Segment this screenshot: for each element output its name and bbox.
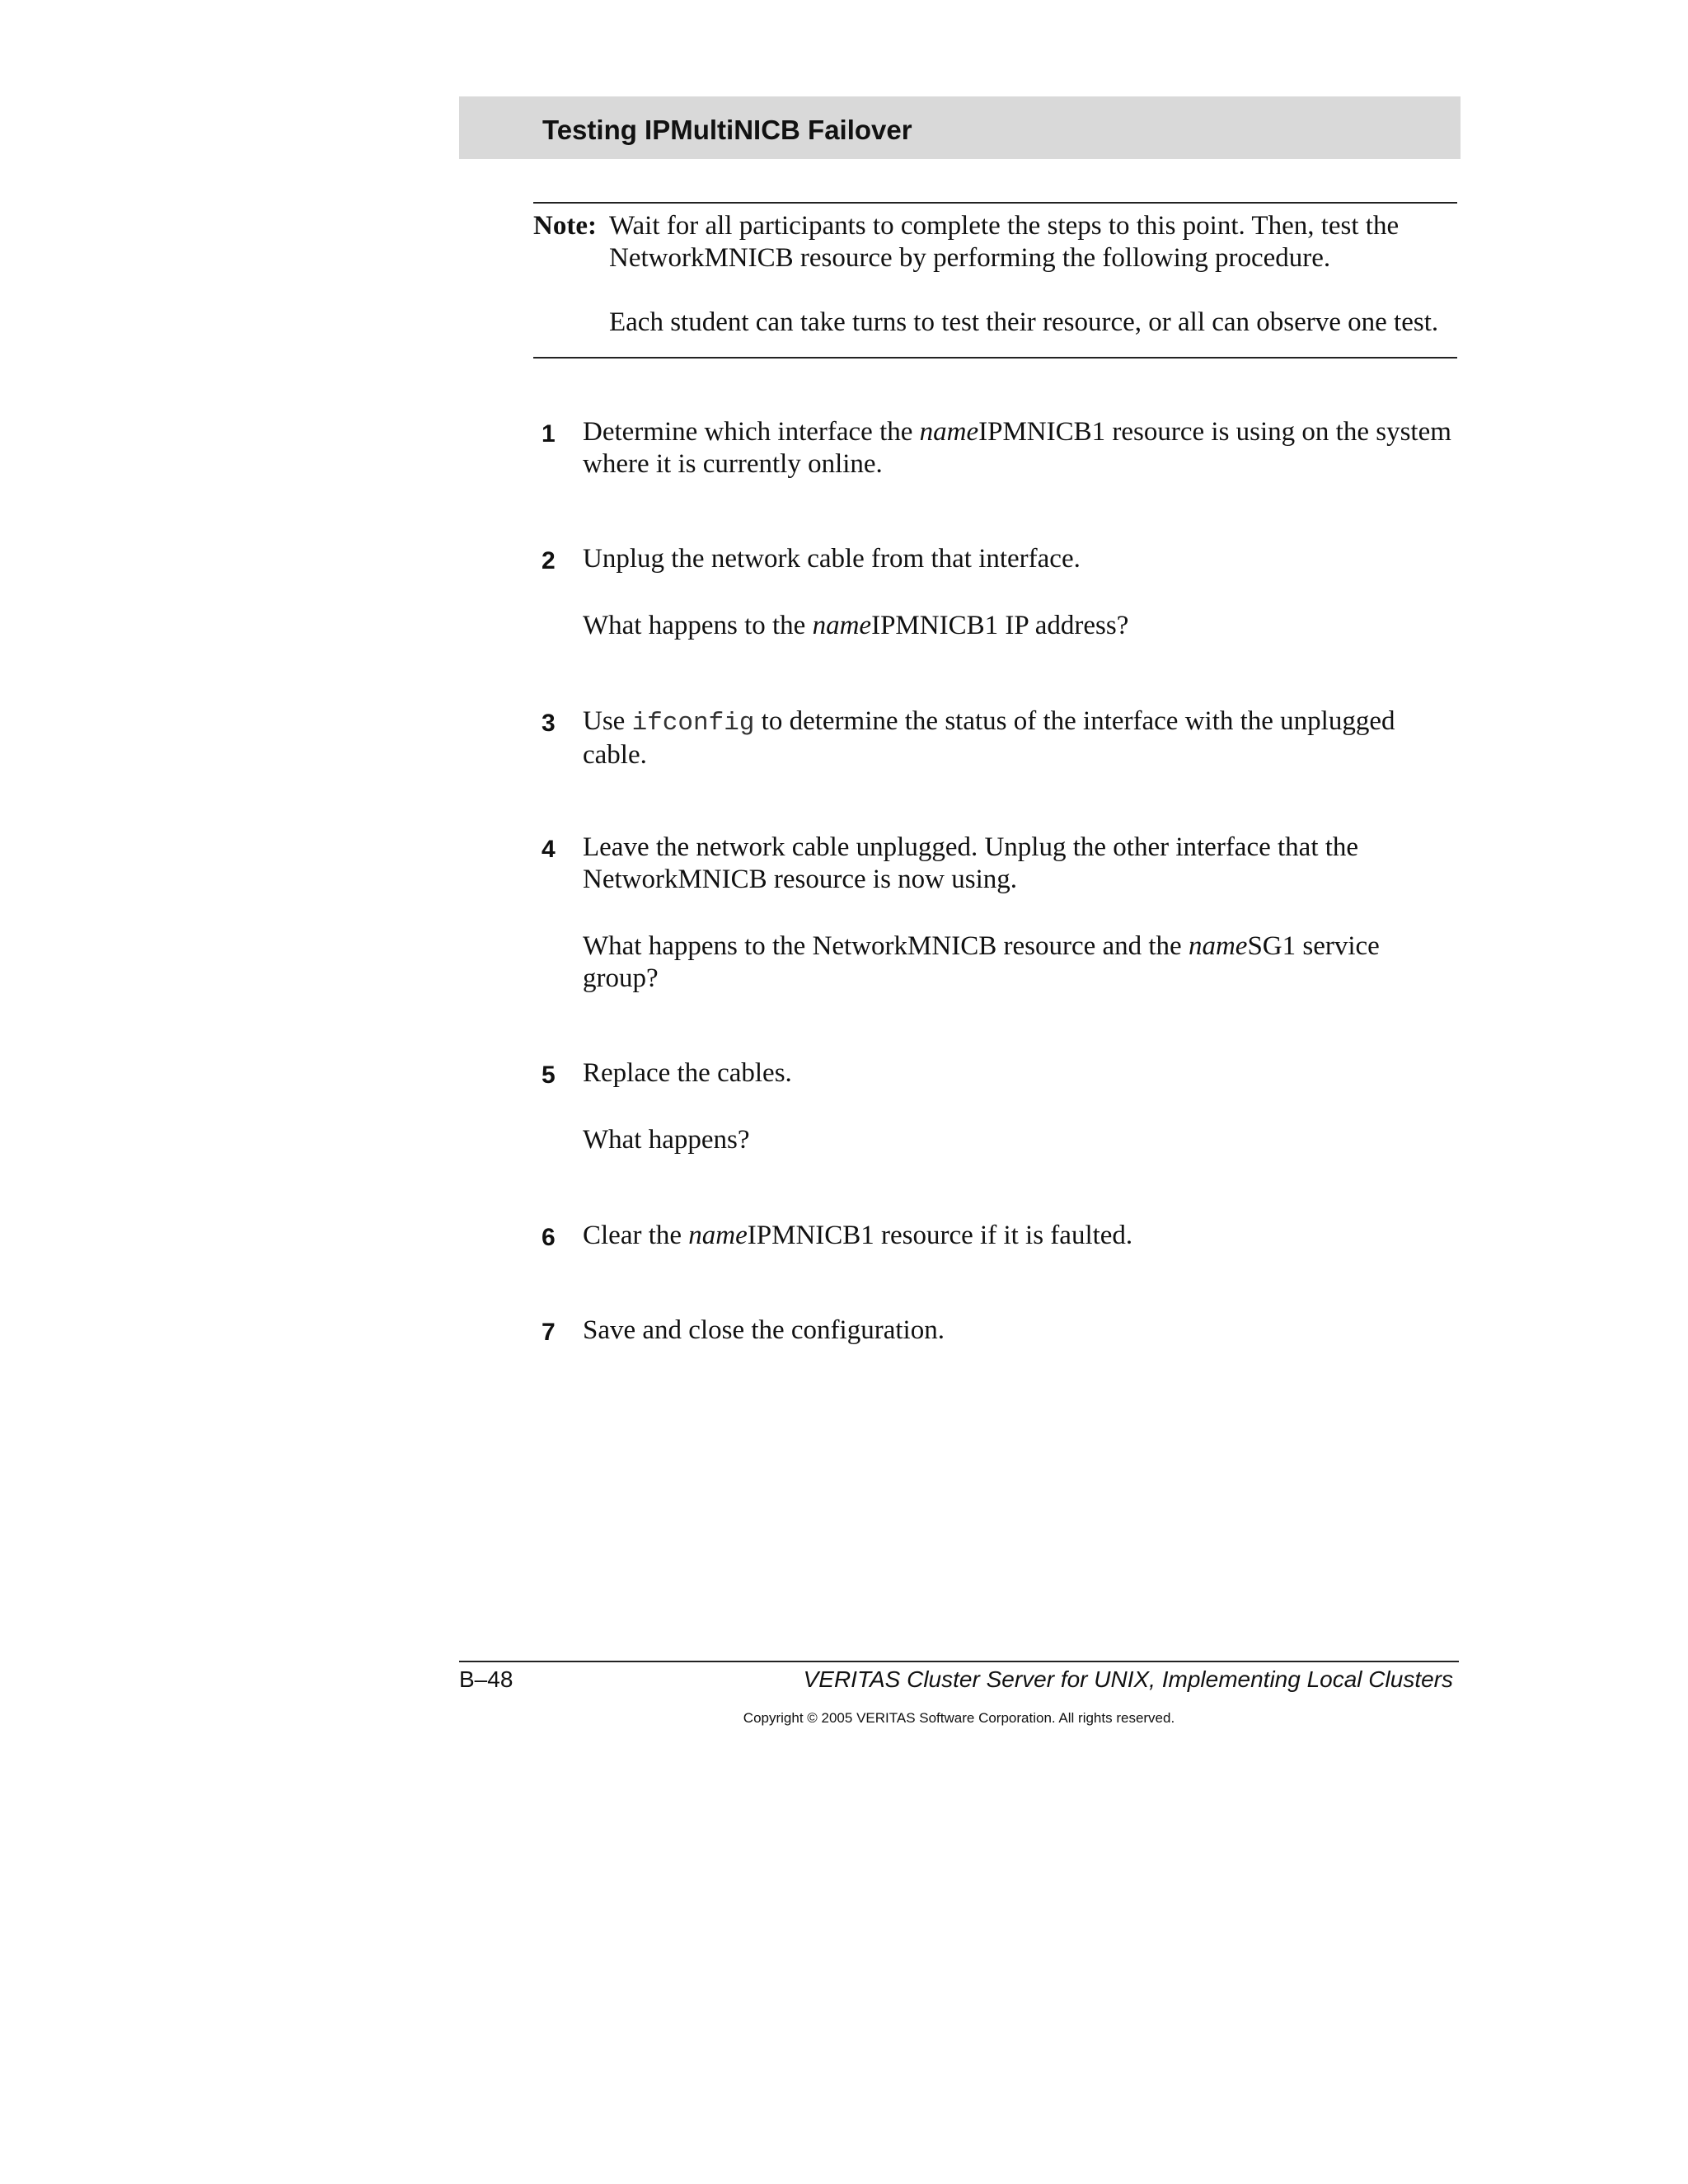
step-text	[583, 1220, 1461, 1252]
step-number: 5	[542, 1062, 556, 1089]
step-number: 1	[542, 420, 556, 448]
command-code: ifconfig	[631, 709, 755, 738]
note-paragraph-2: Each student can take turns to test their resource, or all can observe one test.	[609, 307, 1439, 337]
step-text-segment: Determine which interface the	[583, 417, 920, 447]
copyright-notice: Copyright © 2005 VERITAS Software Corporation. All rights reserved.	[743, 1710, 1175, 1726]
step-text-segment: to determine the status of the interface with the unplugged cable.	[583, 706, 1395, 770]
step-instruction: Save and close the configuration.	[583, 1315, 945, 1345]
step-text-segment: What happens to the	[583, 611, 813, 640]
step-number: 3	[542, 710, 556, 737]
step-question: What happens?	[583, 1125, 750, 1155]
step-number: 6	[542, 1224, 556, 1251]
step-number: 7	[542, 1319, 556, 1346]
step-text-segment: IPMNICB1 resource if it is faulted.	[747, 1221, 1133, 1250]
step-text-italic: name	[1188, 931, 1248, 961]
step-number: 4	[542, 836, 556, 863]
step-text	[583, 832, 1461, 995]
note-text	[609, 210, 1458, 339]
step-text-italic: name	[688, 1221, 748, 1250]
step-question	[583, 930, 1461, 995]
step-text-segment: IPMNICB1 IP address?	[871, 611, 1129, 640]
footer-divider	[459, 1661, 1459, 1662]
step-text-segment: Clear the	[583, 1221, 689, 1250]
step-number: 2	[542, 547, 556, 574]
step-text	[583, 1315, 1461, 1347]
step-instruction	[583, 1220, 1461, 1252]
step-text	[583, 705, 1461, 771]
page-number: B–48	[459, 1666, 513, 1692]
step-text	[583, 543, 1461, 642]
step-text-segment: What happens to the NetworkMNICB resource and the	[583, 931, 1189, 961]
step-text	[583, 416, 1461, 480]
step-instruction: Replace the cables.	[583, 1058, 792, 1088]
section-title: Testing IPMultiNICB Failover	[542, 115, 912, 145]
step-text-italic: name	[919, 417, 979, 447]
step-instruction: Leave the network cable unplugged. Unplug the other interface that the NetworkMNICB resource is now using.	[583, 832, 1359, 894]
step-text-segment: Use	[583, 706, 632, 736]
step-instruction	[583, 705, 1461, 771]
step-text	[583, 1057, 1461, 1156]
book-title: VERITAS Cluster Server for UNIX, Implementing Local Clusters	[803, 1666, 1453, 1692]
step-text-segment: IPMNICB1 resource is using on the system where it is currently online.	[583, 417, 1451, 479]
step-question	[583, 610, 1461, 642]
note-paragraph-1: Wait for all participants to complete the steps to this point. Then, test the NetworkMNICB resource by performing the following procedure.	[609, 211, 1400, 273]
note-label: Note:	[533, 211, 597, 241]
section-header-band	[459, 96, 1461, 159]
step-instruction: Unplug the network cable from that interface.	[583, 544, 1081, 574]
note-box	[533, 202, 1457, 359]
step-instruction	[583, 416, 1461, 480]
step-text-segment: SG1 service group?	[583, 931, 1380, 993]
step-text-italic: name	[812, 611, 872, 640]
